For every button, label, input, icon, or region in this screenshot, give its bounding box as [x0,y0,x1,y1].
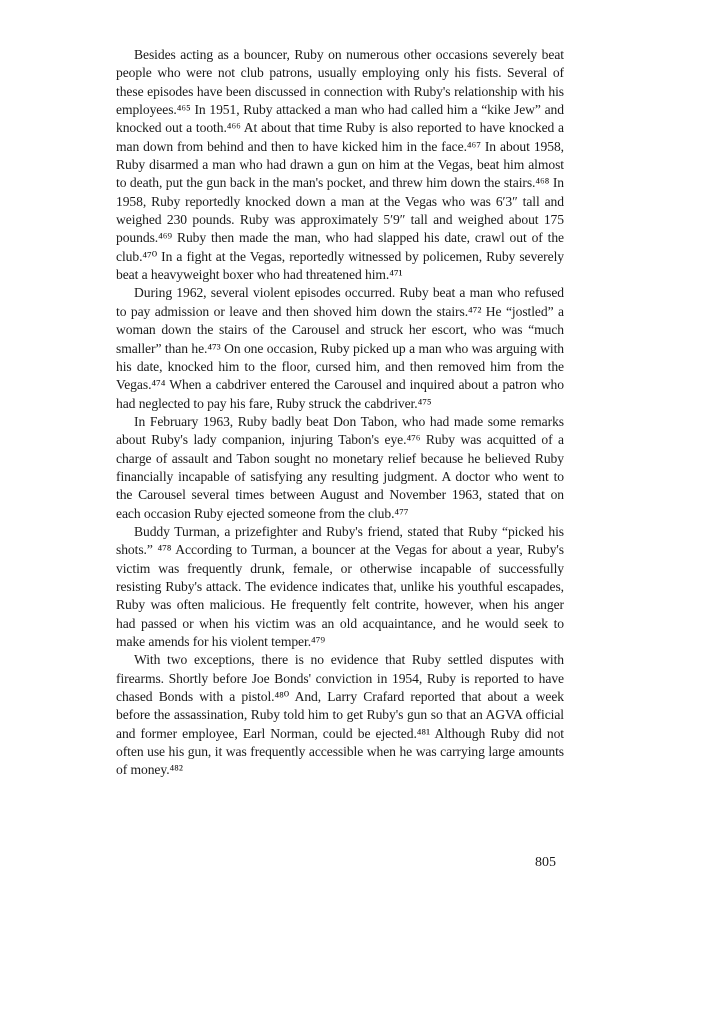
paragraph: Besides acting as a bouncer, Ruby on numerous other occasions severely beat people who were not club patrons, usually employing only his fists. Several of these episodes have been discussed in connection with Ruby's relationship with his employees.⁴⁶⁵ In 1951, Ruby attacked a man who had called him a “kike Jew” and knocked out a tooth.⁴⁶⁶ At about that time Ruby is also reported to have knocked a man down from behind and then to have kicked him in the face.⁴⁶⁷ In about 1958, Ruby disarmed a man who had drawn a gun on him at the Vegas, beat him almost to death, put the gun back in the man's pocket, and threw him down the stairs.⁴⁶⁸ In 1958, Ruby reportedly knocked down a man at the Vegas who was 6′3″ tall and weighed 230 pounds. Ruby was approximately 5′9″ tall and weighed about 175 pounds.⁴⁶⁹ Ruby then made the man, who had slapped his date, crawl out of the club.⁴⁷⁰ In a fight at the Vegas, reportedly witnessed by policemen, Ruby severely beat a heavyweight boxer who had threatened him.⁴⁷¹ [116,47,564,283]
paragraph: During 1962, several violent episodes occurred. Ruby beat a man who refused to pay admission or leave and then shoved him down the stairs.⁴⁷² He “jostled” a woman down the stairs of the Carousel and struck her escort, who was “much smaller” than he.⁴⁷³ On one occasion, Ruby picked up a man who was arguing with his date, knocked him to the floor, cursed him, and then removed him from the Vegas.⁴⁷⁴ When a cabdriver entered the Carousel and inquired about a patron who had neglected to pay his fare, Ruby struck the cabdriver.⁴⁷⁵ [116,285,564,411]
paragraph: Buddy Turman, a prizefighter and Ruby's friend, stated that Ruby “picked his shots.” ⁴⁷⁸ According to Turman, a bouncer at the Vegas for about a year, Ruby's victim was frequently drunk, female, or otherwise incapable of successfully resisting Ruby's attack. The evidence indicates that, unlike his youthful escapades, Ruby was often malicious. He frequently felt contrite, however, when his anger had passed or when his victim was an old acquaintance, and he would seek to make amends for his violent temper.⁴⁷⁹ [116,523,564,649]
paragraph: In February 1963, Ruby badly beat Don Tabon, who had made some remarks about Ruby's lady companion, injuring Tabon's eye.⁴⁷⁶ Ruby was acquitted of a charge of assault and Tabon sought no monetary relief because he believed Ruby financially incapable of satisfying any resulting judgment. A doctor who went to the Carousel several times between August and November 1963, stated that on each occasion Ruby ejected someone from the club.⁴⁷⁷ [116,413,564,521]
document-page [116,46,564,780]
paragraph: With two exceptions, there is no evidence that Ruby settled disputes with firearms. Shortly before Joe Bonds' conviction in 1954, Ruby is reported to have chased Bonds with a pistol.⁴⁸⁰ And, Larry Crafard reported that about a week before the assassination, Ruby told him to get Ruby's gun so that an AGVA official and former employee, Earl Norman, could be ejected.⁴⁸¹ Although Ruby did not often use his gun, it was frequently accessible when he was carrying large amounts of money.⁴⁸² [116,652,564,778]
page-number: 805 [535,855,556,870]
